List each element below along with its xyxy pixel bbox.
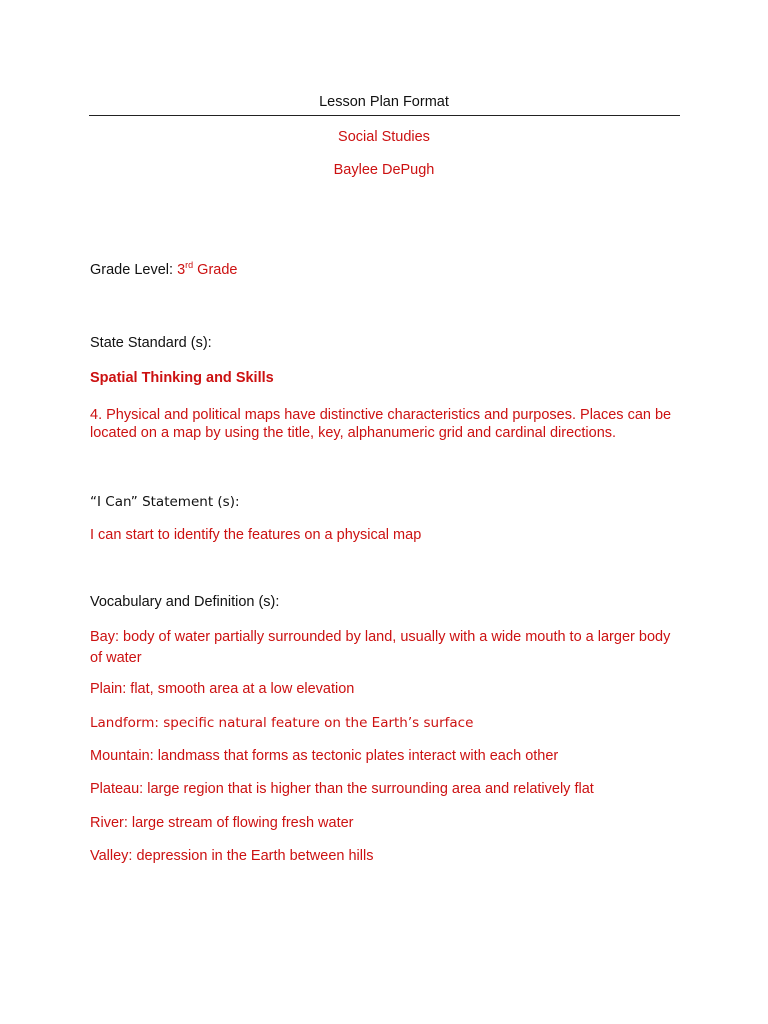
subject-line: Social Studies xyxy=(338,129,430,145)
ican-label: “I Can” Statement (s): xyxy=(90,494,240,510)
vocab-item: Mountain: landmass that forms as tectonic plates interact with each other xyxy=(90,748,559,764)
title-divider xyxy=(89,115,680,116)
standard-text: 4. Physical and political maps have distinctive characteristics and purposes. Places can be located on a map by using the title, key, alphanumeric grid and cardinal directions. xyxy=(90,407,672,441)
state-standard-label: State Standard (s): xyxy=(90,335,212,351)
vocab-item: Valley: depression in the Earth between hills xyxy=(90,848,374,864)
vocab-item: Plain: flat, smooth area at a low elevation xyxy=(90,681,355,697)
ican-statement: I can start to identify the features on a physical map xyxy=(90,527,422,543)
grade-level-label: Grade Level: xyxy=(90,262,178,278)
vocab-item: Plateau: large region that is higher than the surrounding area and relatively flat xyxy=(90,781,594,797)
grade-level xyxy=(90,262,238,278)
vocab-item: River: large stream of flowing fresh water xyxy=(90,815,354,831)
grade-text: Grade xyxy=(193,262,238,278)
vocab-item: Landform: specific natural feature on the Earth’s surface xyxy=(90,715,474,731)
document-title: Lesson Plan Format xyxy=(319,94,449,110)
grade-number: 3 xyxy=(177,262,186,278)
vocabulary-label: Vocabulary and Definition (s): xyxy=(90,594,280,610)
vocab-item: Bay: body of water partially surrounded by land, usually with a wide mouth to a larger body of water xyxy=(90,629,671,666)
author-line: Baylee DePugh xyxy=(333,162,435,178)
standard-heading: Spatial Thinking and Skills xyxy=(90,370,274,386)
grade-ordinal-suffix: rd xyxy=(185,260,194,271)
